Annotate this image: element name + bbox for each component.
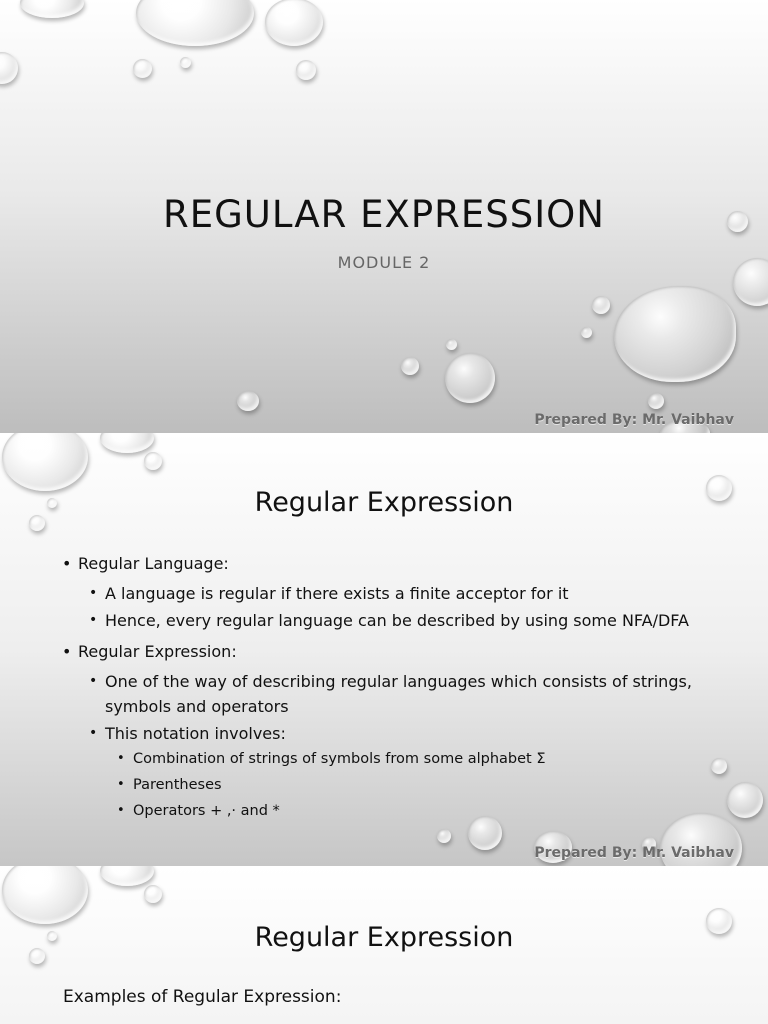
- bullet-item: [62, 553, 702, 575]
- sub-bullet-item: [62, 608, 702, 633]
- water-drop-decoration: [445, 353, 495, 403]
- slide-title: Regular Expression: [254, 487, 514, 518]
- water-drop-decoration: [296, 60, 316, 80]
- sub-bullet-item: [62, 581, 702, 606]
- water-drop-decoration: [265, 0, 323, 46]
- prepared-by-footer: Prepared By: Mr. Vaibhav: [534, 845, 734, 861]
- content-slide: [0, 866, 768, 1024]
- prepared-by-footer: Prepared By: Mr. Vaibhav: [534, 412, 734, 428]
- examples-heading: Examples of Regular Expression:: [63, 987, 342, 1007]
- water-drop-decoration: [0, 52, 18, 84]
- bullet-icon: •: [89, 673, 98, 689]
- bullet-icon: •: [89, 612, 98, 628]
- slide-title: Regular Expression: [254, 922, 514, 953]
- water-drop-decoration: [133, 59, 152, 78]
- water-drop-decoration: [581, 327, 592, 338]
- presentation-title: REGULAR EXPRESSION: [163, 193, 605, 236]
- sub-sub-bullet-item: [62, 746, 702, 772]
- water-drop-decoration: [2, 866, 88, 924]
- water-drop-decoration: [144, 452, 162, 470]
- sub-bullet-item: [62, 721, 702, 746]
- bullet-item: [62, 641, 702, 663]
- water-drop-decoration: [100, 866, 154, 886]
- bullet-label: Regular Language: [78, 554, 224, 573]
- sub-sub-bullet-text: Operators + ,· and *: [133, 803, 280, 819]
- water-drop-decoration: [100, 433, 154, 453]
- bullet-suffix: :: [231, 642, 237, 661]
- water-drop-decoration: [136, 0, 254, 46]
- sub-bullet-text: A language is regular if there exists a finite acceptor for it: [105, 584, 569, 603]
- bullet-icon: •: [62, 642, 72, 661]
- water-drop-decoration: [144, 885, 162, 903]
- water-drop-decoration: [180, 57, 191, 68]
- bullet-icon: •: [89, 725, 98, 741]
- water-drop-decoration: [727, 782, 763, 818]
- water-drop-decoration: [592, 296, 610, 314]
- water-drop-decoration: [437, 829, 451, 843]
- sub-bullet-text: Hence, every regular language can be described by using some NFA/DFA: [105, 611, 689, 630]
- bullet-icon: •: [117, 803, 125, 818]
- bullet-icon: •: [117, 777, 125, 792]
- sub-sub-bullet-item: [62, 772, 702, 798]
- content-slide: [0, 433, 768, 866]
- water-drop-decoration: [446, 339, 457, 350]
- sub-bullet-text: This notation involves:: [105, 724, 286, 743]
- title-slide: [0, 0, 768, 433]
- sub-sub-bullet-item: [62, 798, 702, 824]
- water-drop-decoration: [648, 393, 664, 409]
- bullet-label: Regular Expression: [78, 642, 232, 661]
- presentation-subtitle: MODULE 2: [337, 253, 431, 272]
- sub-bullet-text: One of the way of describing regular languages which consists of strings, symbols and operators: [105, 672, 692, 716]
- water-drop-decoration: [401, 357, 419, 375]
- water-drop-decoration: [237, 391, 259, 411]
- bullet-suffix: :: [223, 554, 229, 573]
- bullet-icon: •: [89, 585, 98, 601]
- water-drop-decoration: [614, 286, 736, 382]
- water-drop-decoration: [2, 433, 88, 491]
- bullet-icon: •: [62, 554, 72, 573]
- sub-bullet-item: [62, 669, 702, 719]
- bullet-icon: •: [117, 751, 125, 766]
- sub-sub-bullet-text: Parentheses: [133, 777, 222, 793]
- water-drop-decoration: [711, 758, 727, 774]
- sub-sub-bullet-text: Combination of strings of symbols from some alphabet Σ: [133, 751, 546, 767]
- water-drop-decoration: [20, 0, 84, 18]
- bullet-list: [62, 553, 702, 824]
